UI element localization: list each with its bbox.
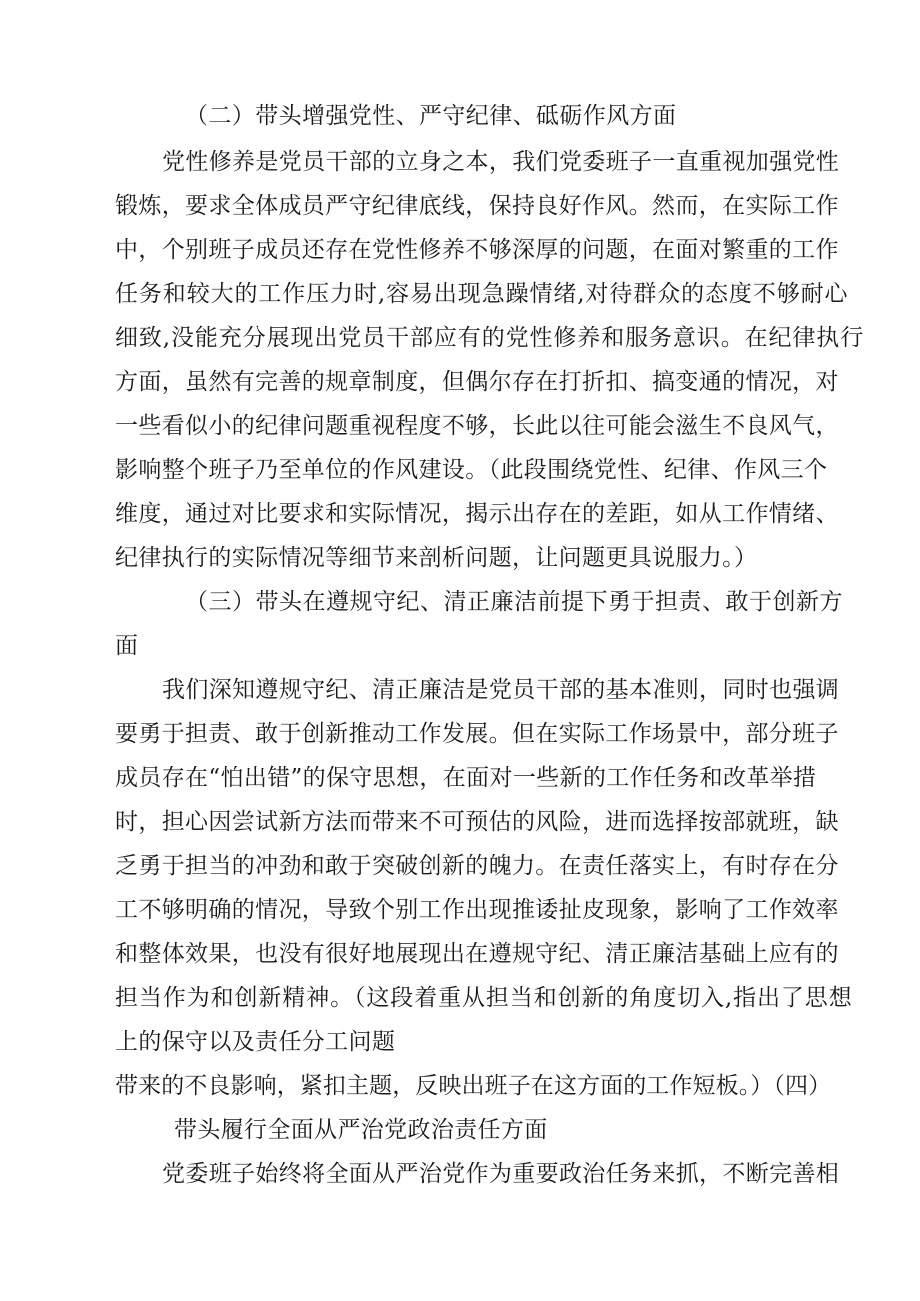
section-2-heading: （二）带头增强党性、严守纪律、砥砺作风方面 [185,103,677,129]
section-4-heading: 带头履行全面从严治党政治责任方面 [174,1117,548,1143]
section-3-line: 上的保守以及责任分工问题 [115,1029,396,1055]
section-3-line: 时，担心因尝试新方法而带来不可预估的风险，进而选择按部就班，缺 [115,809,839,835]
section-3-heading-cont: 面 [115,633,139,659]
section-2-line: 中，个别班子成员还存在党性修养不够深厚的问题，在面对繁重的工作 [115,237,839,263]
section-3-line: 和整体效果，也没有很好地展现出在遵规守纪、清正廉洁基础上应有的 [115,941,839,967]
section-2-line: 党性修养是党员干部的立身之本，我们党委班子一直重视加强党性 [162,149,840,175]
section-3-line: 我们深知遵规守纪、清正廉洁是党员干部的基本准则，同时也强调 [162,677,840,703]
section-2-line: 锻炼，要求全体成员严守纪律底线，保持良好作风。然而，在实际工作 [115,193,839,219]
section-3-line: 乏勇于担当的冲劲和敢于突破创新的魄力。在责任落实上，有时存在分 [115,853,839,879]
section-2-line: 影响整个班子乃至单位的作风建设。（此段围绕党性、纪律、作风三个 [115,457,828,483]
section-3-line: 带来的不良影响，紧扣主题，反映出班子在这方面的工作短板。）（四） [115,1073,832,1099]
section-2-line: 维度，通过对比要求和实际情况，揭示出存在的差距，如从工作情绪、 [115,501,839,527]
section-3-heading: （三）带头在遵规守纪、清正廉洁前提下勇于担责、敢于创新方 [185,589,843,615]
section-4-line: 党委班子始终将全面从严治党作为重要政治任务来抓，不断完善相 [162,1161,840,1187]
section-2-line: 一些看似小的纪律问题重视程度不够，长此以往可能会滋生不良风气， [115,413,839,439]
section-2-line: 方面，虽然有完善的规章制度，但偶尔存在打折扣、搞变通的情况，对 [115,369,839,395]
section-3-line: 要勇于担责、敢于创新推动工作发展。但在实际工作场景中，部分班子 [115,721,839,747]
section-2-line: 纪律执行的实际情况等细节来剖析问题，让问题更具说服力。） [115,545,758,571]
section-2-line: 细致,没能充分展现出党员干部应有的党性修养和服务意识。在纪律执行 [115,325,865,351]
section-3-line: 工不够明确的情况，导致个别工作出现推诿扯皮现象，影响了工作效率 [115,897,839,923]
section-3-line: 成员存在“怕出错”的保守思想，在面对一些新的工作任务和改革举措 [115,765,817,791]
section-2-line: 任务和较大的工作压力时,容易出现急躁情绪,对待群众的态度不够耐心 [115,281,849,307]
section-3-line: 担当作为和创新精神。（这段着重从担当和创新的角度切入,指出了思想 [115,985,853,1011]
